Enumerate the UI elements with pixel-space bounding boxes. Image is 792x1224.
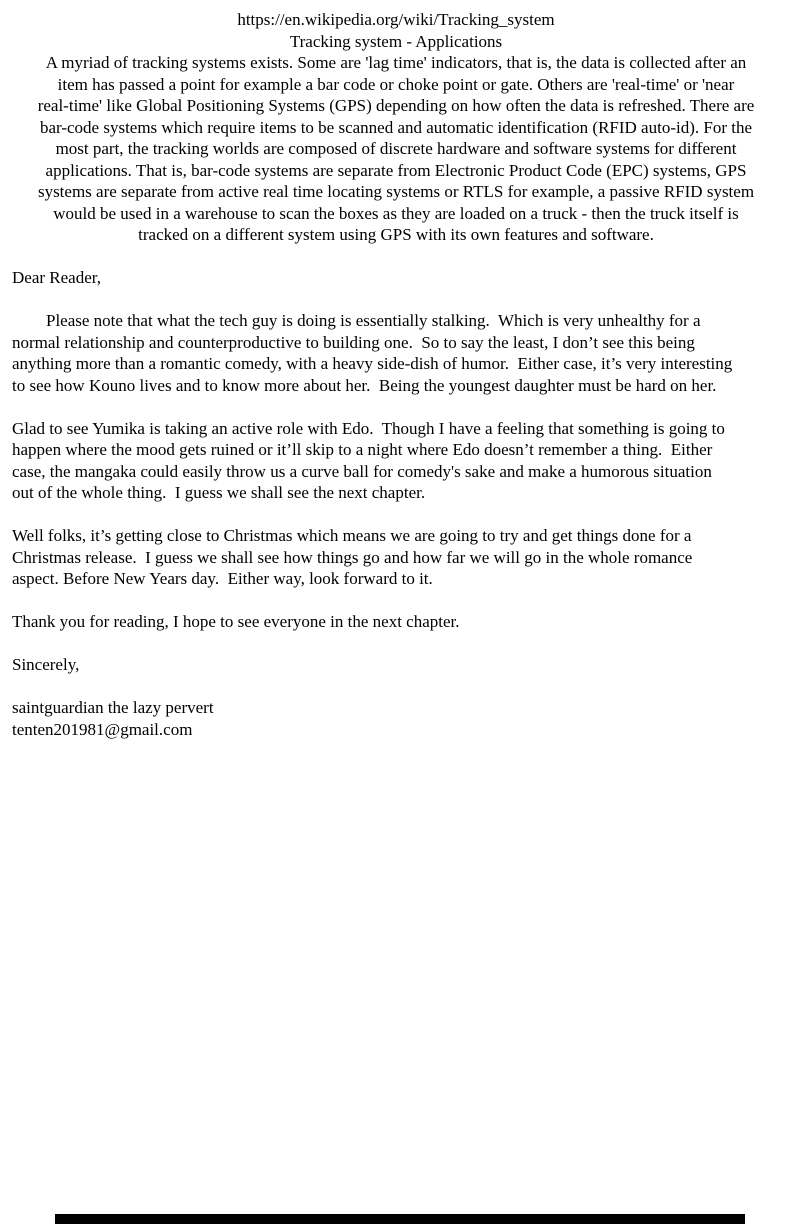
text-line: Thank you for reading, I hope to see everyone in the next chapter. bbox=[12, 612, 460, 631]
wiki-excerpt bbox=[0, 52, 792, 246]
letter-paragraph-4 bbox=[12, 611, 786, 633]
bottom-scrollbar-thumb[interactable] bbox=[55, 1214, 745, 1224]
salutation: Dear Reader, bbox=[12, 268, 101, 287]
text-line: Well folks, it’s getting close to Christmas which means we are going to try and get things done for a bbox=[12, 526, 692, 545]
text-line: aspect. Before New Years day. Either way, look forward to it. bbox=[12, 569, 433, 588]
signature-email: tenten201981@gmail.com bbox=[12, 719, 193, 739]
source-header bbox=[0, 0, 792, 246]
letter-paragraph-1 bbox=[12, 310, 786, 396]
text-line: real-time' like Global Positioning Systems (GPS) depending on how often the data is refreshed. There are bbox=[37, 96, 755, 115]
text-line: bar-code systems which require items to be scanned and automatic identification (RFID auto-id). For the bbox=[39, 117, 753, 137]
text-line: tracked on a different system using GPS with its own features and software. bbox=[138, 225, 654, 244]
text-line: most part, the tracking worlds are composed of discrete hardware and software systems for different bbox=[55, 139, 737, 158]
text-line: normal relationship and counterproductive to building one. So to say the least, I don’t see this being bbox=[12, 332, 695, 352]
letter-paragraph-2 bbox=[12, 418, 786, 504]
source-url: https://en.wikipedia.org/wiki/Tracking_system bbox=[237, 10, 555, 29]
text-line: case, the mangaka could easily throw us a curve ball for comedy's sake and make a humorous situation bbox=[12, 461, 712, 481]
text-line: Glad to see Yumika is taking an active role with Edo. Though I have a feeling that something is going to bbox=[12, 418, 725, 438]
text-line: item has passed a point for example a bar code or choke point or gate. Others are 'real-time' or 'near bbox=[57, 74, 735, 94]
signature-block bbox=[12, 697, 786, 740]
closing: Sincerely, bbox=[12, 655, 80, 674]
text-line: to see how Kouno lives and to know more about her. Being the youngest daughter must be hard on her. bbox=[12, 375, 717, 395]
source-title: Tracking system - Applications bbox=[289, 31, 503, 51]
text-line: applications. That is, bar-code systems are separate from Electronic Product Code (EPC) systems, GPS bbox=[45, 160, 747, 180]
signature-name: saintguardian the lazy pervert bbox=[12, 698, 214, 717]
text-line: would be used in a warehouse to scan the boxes as they are loaded on a truck - then the truck itself is bbox=[53, 203, 739, 223]
text-line: A myriad of tracking systems exists. Some are 'lag time' indicators, that is, the data is collected after an bbox=[45, 53, 747, 72]
letter-body bbox=[0, 267, 792, 740]
text-line: systems are separate from active real time locating systems or RTLS for example, a passive RFID system bbox=[37, 182, 755, 201]
text-line: anything more than a romantic comedy, with a heavy side-dish of humor. Either case, it’s very interesting bbox=[12, 354, 733, 373]
text-line: out of the whole thing. I guess we shall see the next chapter. bbox=[12, 483, 426, 502]
letter-paragraph-3 bbox=[12, 525, 786, 590]
text-line: happen where the mood gets ruined or it’ll skip to a night where Edo doesn’t remember a thing. Either bbox=[12, 440, 713, 459]
text-line: Christmas release. I guess we shall see how things go and how far we will go in the whole romance bbox=[12, 547, 693, 567]
text-line: Please note that what the tech guy is doing is essentially stalking. Which is very unhealthy for a bbox=[12, 311, 701, 330]
